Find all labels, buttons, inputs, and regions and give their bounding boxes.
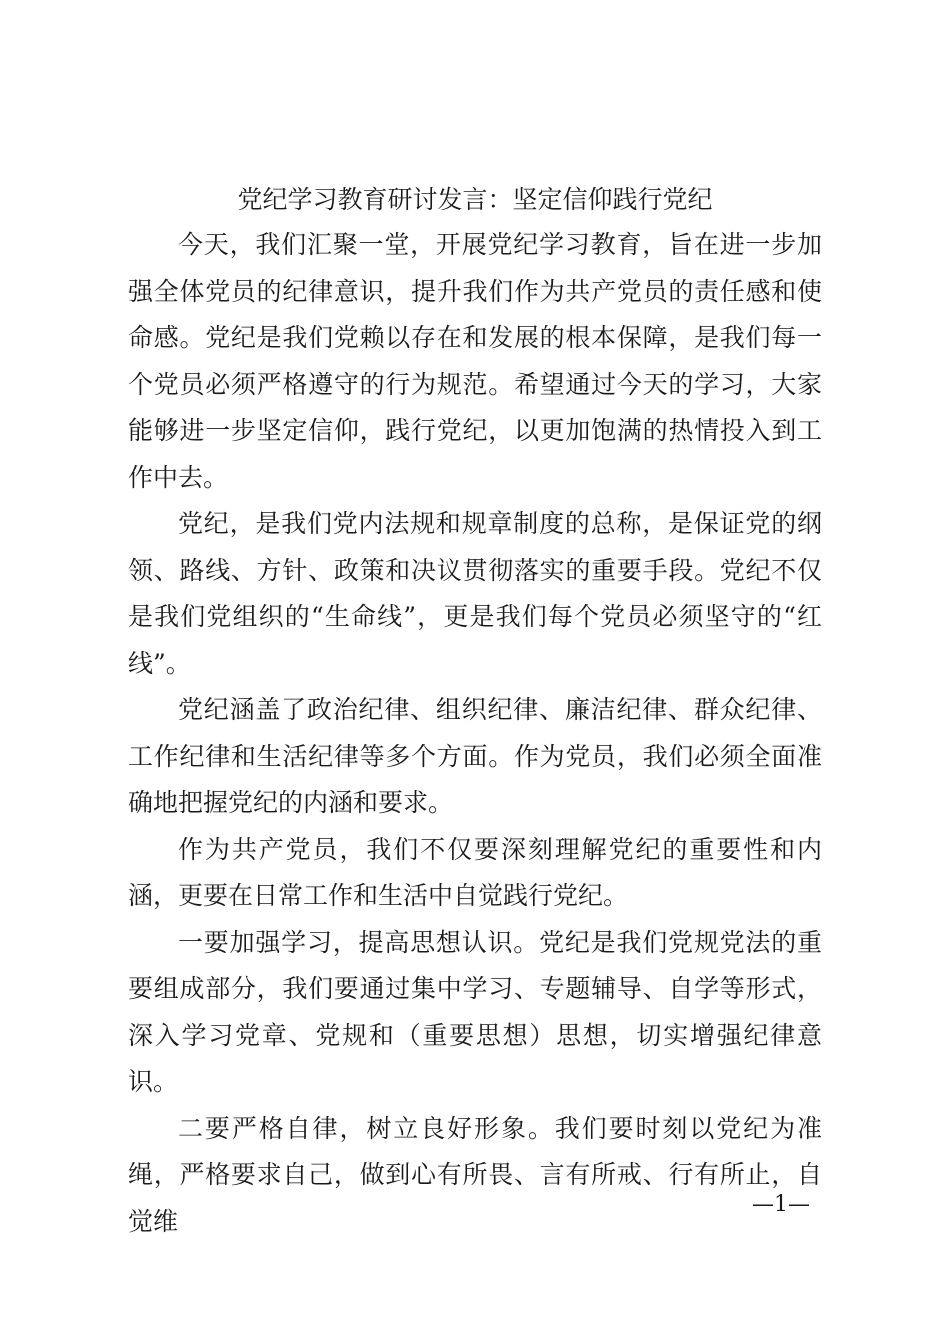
paragraph-point-two: 二要严格自律，树立良好形象。我们要时刻以党纪为准绳，严格要求自己，做到心有所畏、言有所戒、行有所止，自觉维 bbox=[128, 1113, 822, 1236]
paragraph-point-one: 一要加强学习，提高思想认识。党纪是我们党规党法的重要组成部分，我们要通过集中学习、专题辅导、自学等形式，深入学习党章、党规和（重要思想）思想，切实增强纪律意识。 bbox=[128, 927, 822, 1096]
page-number: —1— bbox=[752, 1192, 810, 1217]
paragraph-scope: 党纪涵盖了政治纪律、组织纪律、廉洁纪律、群众纪律、工作纪律和生活纪律等多个方面。作为党员，我们必须全面准确地把握党纪的内涵和要求。 bbox=[128, 695, 822, 817]
paragraph-practice: 作为共产党员，我们不仅要深刻理解党纪的重要性和内涵，更要在日常工作和生活中自觉践行党纪。 bbox=[128, 834, 822, 910]
document-title: 党纪学习教育研讨发言：坚定信仰践行党纪 bbox=[237, 185, 713, 214]
paragraph-intro: 今天，我们汇聚一堂，开展党纪学习教育，旨在进一步加强全体党员的纪律意识，提升我们作为共产党员的责任感和使命感。党纪是我们党赖以存在和发展的根本保障，是我们每一个党员必须严格遵守的行为规范。希望通过今天的学习，大家能够进一步坚定信仰，践行党纪，以更加饱满的热情投入到工作中去。 bbox=[128, 230, 822, 492]
document-body bbox=[128, 222, 822, 1245]
paragraph-definition: 党纪，是我们党内法规和规章制度的总称，是保证党的纲领、路线、方针、政策和决议贯彻落实的重要手段。党纪不仅是我们党组织的“生命线”，更是我们每个党员必须坚守的“红线”。 bbox=[128, 509, 822, 678]
